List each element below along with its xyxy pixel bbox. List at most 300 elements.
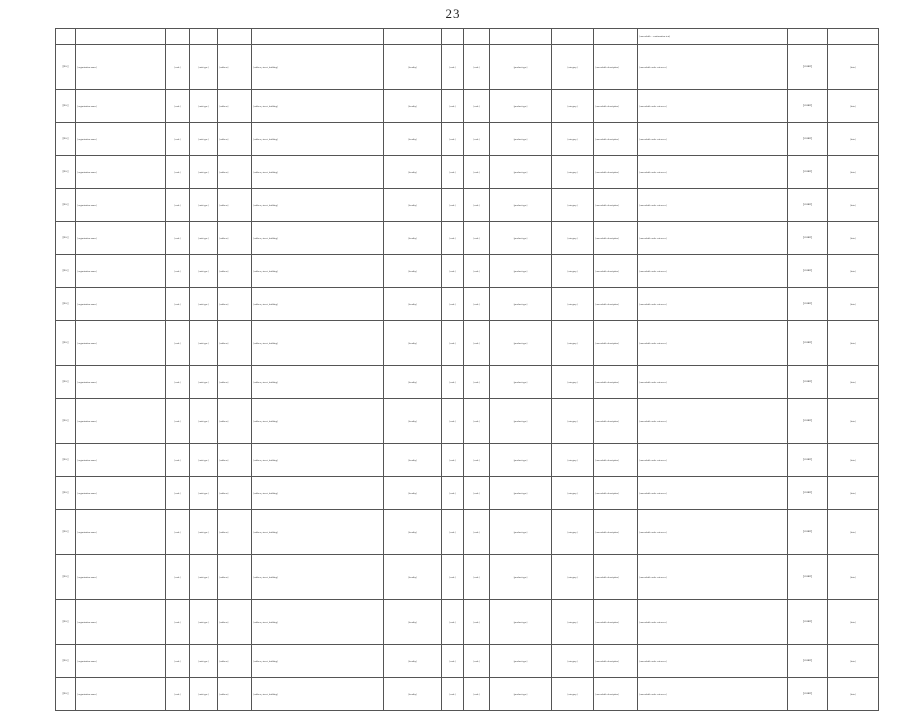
unit-type: [unit type] bbox=[190, 189, 218, 222]
short-address: [address] bbox=[218, 90, 252, 123]
locality: [locality] bbox=[384, 156, 442, 189]
product-type: [product type] bbox=[490, 156, 552, 189]
unit-type: [unit type] bbox=[190, 678, 218, 711]
date-cell: [date] bbox=[828, 189, 879, 222]
table-row bbox=[56, 600, 879, 645]
order-reference: [unreadable order reference] bbox=[638, 678, 788, 711]
order-reference: [unreadable – continuation text] bbox=[638, 29, 788, 45]
short-address: [address] bbox=[218, 399, 252, 444]
code-cell-b: [code] bbox=[464, 510, 490, 555]
code-cell-b: [code] bbox=[464, 399, 490, 444]
row-number: [no.] bbox=[56, 399, 76, 444]
locality bbox=[384, 29, 442, 45]
unit-type: [unit type] bbox=[190, 255, 218, 288]
count-cell: [count] bbox=[788, 255, 828, 288]
description: [unreadable description] bbox=[594, 255, 638, 288]
code-cell-b: [code] bbox=[464, 555, 490, 600]
category bbox=[552, 29, 594, 45]
code-cell: [code] bbox=[166, 399, 190, 444]
short-address: [address] bbox=[218, 45, 252, 90]
full-address: [address, street, building] bbox=[252, 645, 384, 678]
count-cell: [count] bbox=[788, 600, 828, 645]
code-cell: [code] bbox=[166, 123, 190, 156]
row-number: [no.] bbox=[56, 123, 76, 156]
product-type: [product type] bbox=[490, 477, 552, 510]
description: [unreadable description] bbox=[594, 477, 638, 510]
table-row bbox=[56, 555, 879, 600]
short-address bbox=[218, 29, 252, 45]
table-row bbox=[56, 399, 879, 444]
category: [category] bbox=[552, 255, 594, 288]
date-cell: [date] bbox=[828, 156, 879, 189]
unit-type bbox=[190, 29, 218, 45]
organization-name: [organization name] bbox=[76, 510, 166, 555]
product-type: [product type] bbox=[490, 555, 552, 600]
code-cell-b bbox=[464, 29, 490, 45]
locality: [locality] bbox=[384, 45, 442, 90]
table-row bbox=[56, 222, 879, 255]
full-address: [address, street, building] bbox=[252, 555, 384, 600]
code-cell: [code] bbox=[166, 477, 190, 510]
code-cell-a: [code] bbox=[442, 90, 464, 123]
order-reference: [unreadable order reference] bbox=[638, 156, 788, 189]
order-reference: [unreadable order reference] bbox=[638, 189, 788, 222]
full-address: [address, street, building] bbox=[252, 45, 384, 90]
code-cell: [code] bbox=[166, 90, 190, 123]
order-reference: [unreadable order reference] bbox=[638, 399, 788, 444]
organization-name: [organization name] bbox=[76, 600, 166, 645]
date-cell: [date] bbox=[828, 399, 879, 444]
date-cell: [date] bbox=[828, 90, 879, 123]
count-cell: [count] bbox=[788, 555, 828, 600]
count-cell: [count] bbox=[788, 645, 828, 678]
product-type: [product type] bbox=[490, 444, 552, 477]
locality: [locality] bbox=[384, 477, 442, 510]
locality: [locality] bbox=[384, 255, 442, 288]
short-address: [address] bbox=[218, 645, 252, 678]
locality: [locality] bbox=[384, 366, 442, 399]
unit-type: [unit type] bbox=[190, 123, 218, 156]
code-cell-a: [code] bbox=[442, 156, 464, 189]
table-row bbox=[56, 366, 879, 399]
locality: [locality] bbox=[384, 444, 442, 477]
count-cell: [count] bbox=[788, 510, 828, 555]
code-cell-a: [code] bbox=[442, 477, 464, 510]
count-cell: [count] bbox=[788, 288, 828, 321]
date-cell: [date] bbox=[828, 477, 879, 510]
full-address: [address, street, building] bbox=[252, 288, 384, 321]
organization-name: [organization name] bbox=[76, 444, 166, 477]
product-type: [product type] bbox=[490, 123, 552, 156]
code-cell-b: [code] bbox=[464, 366, 490, 399]
organization-name: [organization name] bbox=[76, 189, 166, 222]
locality: [locality] bbox=[384, 600, 442, 645]
table-row bbox=[56, 645, 879, 678]
locality: [locality] bbox=[384, 645, 442, 678]
order-reference: [unreadable order reference] bbox=[638, 255, 788, 288]
product-type: [product type] bbox=[490, 366, 552, 399]
count-cell: [count] bbox=[788, 90, 828, 123]
short-address: [address] bbox=[218, 255, 252, 288]
table-row-top bbox=[56, 29, 879, 45]
order-reference: [unreadable order reference] bbox=[638, 510, 788, 555]
category: [category] bbox=[552, 90, 594, 123]
count-cell: [count] bbox=[788, 156, 828, 189]
description bbox=[594, 29, 638, 45]
code-cell: [code] bbox=[166, 555, 190, 600]
category: [category] bbox=[552, 222, 594, 255]
code-cell: [code] bbox=[166, 366, 190, 399]
description: [unreadable description] bbox=[594, 45, 638, 90]
order-reference: [unreadable order reference] bbox=[638, 321, 788, 366]
description: [unreadable description] bbox=[594, 222, 638, 255]
order-reference: [unreadable order reference] bbox=[638, 600, 788, 645]
full-address: [address, street, building] bbox=[252, 255, 384, 288]
date-cell: [date] bbox=[828, 645, 879, 678]
organization-name: [organization name] bbox=[76, 288, 166, 321]
description: [unreadable description] bbox=[594, 678, 638, 711]
full-address: [address, street, building] bbox=[252, 156, 384, 189]
organization-name: [organization name] bbox=[76, 366, 166, 399]
unit-type: [unit type] bbox=[190, 510, 218, 555]
category: [category] bbox=[552, 477, 594, 510]
row-number bbox=[56, 29, 76, 45]
row-number: [no.] bbox=[56, 366, 76, 399]
code-cell-b: [code] bbox=[464, 321, 490, 366]
description: [unreadable description] bbox=[594, 90, 638, 123]
full-address: [address, street, building] bbox=[252, 678, 384, 711]
order-reference: [unreadable order reference] bbox=[638, 555, 788, 600]
short-address: [address] bbox=[218, 444, 252, 477]
code-cell-a: [code] bbox=[442, 222, 464, 255]
code-cell: [code] bbox=[166, 222, 190, 255]
count-cell: [count] bbox=[788, 399, 828, 444]
count-cell: [count] bbox=[788, 222, 828, 255]
unit-type: [unit type] bbox=[190, 222, 218, 255]
date-cell: [date] bbox=[828, 510, 879, 555]
code-cell: [code] bbox=[166, 255, 190, 288]
order-reference: [unreadable order reference] bbox=[638, 288, 788, 321]
code-cell-a: [code] bbox=[442, 510, 464, 555]
category: [category] bbox=[552, 366, 594, 399]
unit-type: [unit type] bbox=[190, 156, 218, 189]
locality: [locality] bbox=[384, 321, 442, 366]
code-cell: [code] bbox=[166, 510, 190, 555]
date-cell: [date] bbox=[828, 444, 879, 477]
short-address: [address] bbox=[218, 366, 252, 399]
table-row bbox=[56, 45, 879, 90]
organization-name: [organization name] bbox=[76, 255, 166, 288]
date-cell: [date] bbox=[828, 123, 879, 156]
short-address: [address] bbox=[218, 600, 252, 645]
count-cell: [count] bbox=[788, 366, 828, 399]
code-cell-a: [code] bbox=[442, 366, 464, 399]
description: [unreadable description] bbox=[594, 399, 638, 444]
code-cell-a: [code] bbox=[442, 45, 464, 90]
date-cell: [date] bbox=[828, 255, 879, 288]
organization-name: [organization name] bbox=[76, 555, 166, 600]
organization-name: [organization name] bbox=[76, 156, 166, 189]
table-row bbox=[56, 90, 879, 123]
date-cell: [date] bbox=[828, 678, 879, 711]
registry-table bbox=[55, 28, 879, 711]
category: [category] bbox=[552, 555, 594, 600]
unit-type: [unit type] bbox=[190, 45, 218, 90]
short-address: [address] bbox=[218, 678, 252, 711]
code-cell: [code] bbox=[166, 645, 190, 678]
short-address: [address] bbox=[218, 477, 252, 510]
product-type: [product type] bbox=[490, 600, 552, 645]
product-type: [product type] bbox=[490, 399, 552, 444]
description: [unreadable description] bbox=[594, 189, 638, 222]
row-number: [no.] bbox=[56, 90, 76, 123]
organization-name bbox=[76, 29, 166, 45]
date-cell: [date] bbox=[828, 366, 879, 399]
code-cell-a: [code] bbox=[442, 600, 464, 645]
category: [category] bbox=[552, 678, 594, 711]
code-cell: [code] bbox=[166, 321, 190, 366]
row-number: [no.] bbox=[56, 321, 76, 366]
category: [category] bbox=[552, 189, 594, 222]
category: [category] bbox=[552, 123, 594, 156]
code-cell-a: [code] bbox=[442, 444, 464, 477]
code-cell-a: [code] bbox=[442, 555, 464, 600]
row-number: [no.] bbox=[56, 477, 76, 510]
code-cell: [code] bbox=[166, 156, 190, 189]
row-number: [no.] bbox=[56, 678, 76, 711]
count-cell: [count] bbox=[788, 45, 828, 90]
short-address: [address] bbox=[218, 222, 252, 255]
unit-type: [unit type] bbox=[190, 645, 218, 678]
code-cell-a: [code] bbox=[442, 678, 464, 711]
unit-type: [unit type] bbox=[190, 288, 218, 321]
table-row bbox=[56, 123, 879, 156]
organization-name: [organization name] bbox=[76, 222, 166, 255]
description: [unreadable description] bbox=[594, 156, 638, 189]
product-type: [product type] bbox=[490, 678, 552, 711]
locality: [locality] bbox=[384, 678, 442, 711]
description: [unreadable description] bbox=[594, 366, 638, 399]
organization-name: [organization name] bbox=[76, 399, 166, 444]
full-address: [address, street, building] bbox=[252, 510, 384, 555]
product-type: [product type] bbox=[490, 90, 552, 123]
full-address: [address, street, building] bbox=[252, 477, 384, 510]
organization-name: [organization name] bbox=[76, 45, 166, 90]
date-cell: [date] bbox=[828, 321, 879, 366]
organization-name: [organization name] bbox=[76, 90, 166, 123]
code-cell-b: [code] bbox=[464, 678, 490, 711]
category: [category] bbox=[552, 444, 594, 477]
category: [category] bbox=[552, 510, 594, 555]
description: [unreadable description] bbox=[594, 444, 638, 477]
product-type: [product type] bbox=[490, 510, 552, 555]
description: [unreadable description] bbox=[594, 321, 638, 366]
locality: [locality] bbox=[384, 189, 442, 222]
code-cell-b: [code] bbox=[464, 600, 490, 645]
product-type: [product type] bbox=[490, 288, 552, 321]
unit-type: [unit type] bbox=[190, 90, 218, 123]
code-cell-b: [code] bbox=[464, 288, 490, 321]
table-row bbox=[56, 477, 879, 510]
code-cell-b: [code] bbox=[464, 477, 490, 510]
code-cell: [code] bbox=[166, 288, 190, 321]
code-cell-b: [code] bbox=[464, 255, 490, 288]
row-number: [no.] bbox=[56, 288, 76, 321]
code-cell-b: [code] bbox=[464, 156, 490, 189]
date-cell: [date] bbox=[828, 600, 879, 645]
order-reference: [unreadable order reference] bbox=[638, 222, 788, 255]
count-cell: [count] bbox=[788, 123, 828, 156]
product-type: [product type] bbox=[490, 321, 552, 366]
table-row bbox=[56, 156, 879, 189]
organization-name: [organization name] bbox=[76, 477, 166, 510]
row-number: [no.] bbox=[56, 189, 76, 222]
code-cell-a: [code] bbox=[442, 123, 464, 156]
code-cell: [code] bbox=[166, 189, 190, 222]
code-cell-a: [code] bbox=[442, 288, 464, 321]
full-address: [address, street, building] bbox=[252, 444, 384, 477]
row-number: [no.] bbox=[56, 222, 76, 255]
order-reference: [unreadable order reference] bbox=[638, 444, 788, 477]
product-type: [product type] bbox=[490, 222, 552, 255]
code-cell: [code] bbox=[166, 45, 190, 90]
code-cell-a bbox=[442, 29, 464, 45]
count-cell: [count] bbox=[788, 444, 828, 477]
full-address: [address, street, building] bbox=[252, 366, 384, 399]
category: [category] bbox=[552, 399, 594, 444]
product-type: [product type] bbox=[490, 645, 552, 678]
date-cell bbox=[828, 29, 879, 45]
order-reference: [unreadable order reference] bbox=[638, 45, 788, 90]
locality: [locality] bbox=[384, 123, 442, 156]
unit-type: [unit type] bbox=[190, 321, 218, 366]
description: [unreadable description] bbox=[594, 123, 638, 156]
full-address: [address, street, building] bbox=[252, 90, 384, 123]
unit-type: [unit type] bbox=[190, 399, 218, 444]
count-cell: [count] bbox=[788, 189, 828, 222]
locality: [locality] bbox=[384, 288, 442, 321]
count-cell: [count] bbox=[788, 678, 828, 711]
full-address: [address, street, building] bbox=[252, 222, 384, 255]
category: [category] bbox=[552, 156, 594, 189]
locality: [locality] bbox=[384, 399, 442, 444]
category: [category] bbox=[552, 645, 594, 678]
category: [category] bbox=[552, 288, 594, 321]
code-cell-b: [code] bbox=[464, 123, 490, 156]
short-address: [address] bbox=[218, 321, 252, 366]
product-type: [product type] bbox=[490, 255, 552, 288]
product-type: [product type] bbox=[490, 189, 552, 222]
date-cell: [date] bbox=[828, 222, 879, 255]
category: [category] bbox=[552, 45, 594, 90]
table-row bbox=[56, 288, 879, 321]
row-number: [no.] bbox=[56, 645, 76, 678]
order-reference: [unreadable order reference] bbox=[638, 123, 788, 156]
date-cell: [date] bbox=[828, 45, 879, 90]
organization-name: [organization name] bbox=[76, 123, 166, 156]
category: [category] bbox=[552, 600, 594, 645]
short-address: [address] bbox=[218, 288, 252, 321]
table-row bbox=[56, 510, 879, 555]
unit-type: [unit type] bbox=[190, 555, 218, 600]
code-cell-b: [code] bbox=[464, 645, 490, 678]
category: [category] bbox=[552, 321, 594, 366]
full-address: [address, street, building] bbox=[252, 189, 384, 222]
full-address: [address, street, building] bbox=[252, 123, 384, 156]
short-address: [address] bbox=[218, 189, 252, 222]
full-address: [address, street, building] bbox=[252, 399, 384, 444]
code-cell-b: [code] bbox=[464, 222, 490, 255]
table-row bbox=[56, 255, 879, 288]
locality: [locality] bbox=[384, 555, 442, 600]
code-cell-b: [code] bbox=[464, 189, 490, 222]
product-type: [product type] bbox=[490, 45, 552, 90]
code-cell-b: [code] bbox=[464, 45, 490, 90]
row-number: [no.] bbox=[56, 510, 76, 555]
code-cell: [code] bbox=[166, 444, 190, 477]
count-cell: [count] bbox=[788, 477, 828, 510]
full-address: [address, street, building] bbox=[252, 600, 384, 645]
count-cell: [count] bbox=[788, 321, 828, 366]
short-address: [address] bbox=[218, 510, 252, 555]
short-address: [address] bbox=[218, 555, 252, 600]
description: [unreadable description] bbox=[594, 600, 638, 645]
code-cell-a: [code] bbox=[442, 399, 464, 444]
code-cell-a: [code] bbox=[442, 321, 464, 366]
locality: [locality] bbox=[384, 90, 442, 123]
order-reference: [unreadable order reference] bbox=[638, 477, 788, 510]
description: [unreadable description] bbox=[594, 555, 638, 600]
description: [unreadable description] bbox=[594, 645, 638, 678]
organization-name: [organization name] bbox=[76, 678, 166, 711]
table-row bbox=[56, 444, 879, 477]
unit-type: [unit type] bbox=[190, 477, 218, 510]
locality: [locality] bbox=[384, 510, 442, 555]
description: [unreadable description] bbox=[594, 288, 638, 321]
unit-type: [unit type] bbox=[190, 366, 218, 399]
code-cell bbox=[166, 29, 190, 45]
row-number: [no.] bbox=[56, 255, 76, 288]
date-cell: [date] bbox=[828, 288, 879, 321]
order-reference: [unreadable order reference] bbox=[638, 645, 788, 678]
description: [unreadable description] bbox=[594, 510, 638, 555]
full-address bbox=[252, 29, 384, 45]
unit-type: [unit type] bbox=[190, 444, 218, 477]
table-row bbox=[56, 189, 879, 222]
code-cell: [code] bbox=[166, 678, 190, 711]
locality: [locality] bbox=[384, 222, 442, 255]
short-address: [address] bbox=[218, 123, 252, 156]
short-address: [address] bbox=[218, 156, 252, 189]
code-cell-b: [code] bbox=[464, 90, 490, 123]
table-row bbox=[56, 678, 879, 711]
unit-type: [unit type] bbox=[190, 600, 218, 645]
row-number: [no.] bbox=[56, 45, 76, 90]
code-cell-a: [code] bbox=[442, 255, 464, 288]
row-number: [no.] bbox=[56, 156, 76, 189]
code-cell-a: [code] bbox=[442, 645, 464, 678]
row-number: [no.] bbox=[56, 600, 76, 645]
code-cell: [code] bbox=[166, 600, 190, 645]
organization-name: [organization name] bbox=[76, 645, 166, 678]
table-row bbox=[56, 321, 879, 366]
code-cell-b: [code] bbox=[464, 444, 490, 477]
date-cell: [date] bbox=[828, 555, 879, 600]
order-reference: [unreadable order reference] bbox=[638, 90, 788, 123]
product-type bbox=[490, 29, 552, 45]
row-number: [no.] bbox=[56, 555, 76, 600]
row-number: [no.] bbox=[56, 444, 76, 477]
